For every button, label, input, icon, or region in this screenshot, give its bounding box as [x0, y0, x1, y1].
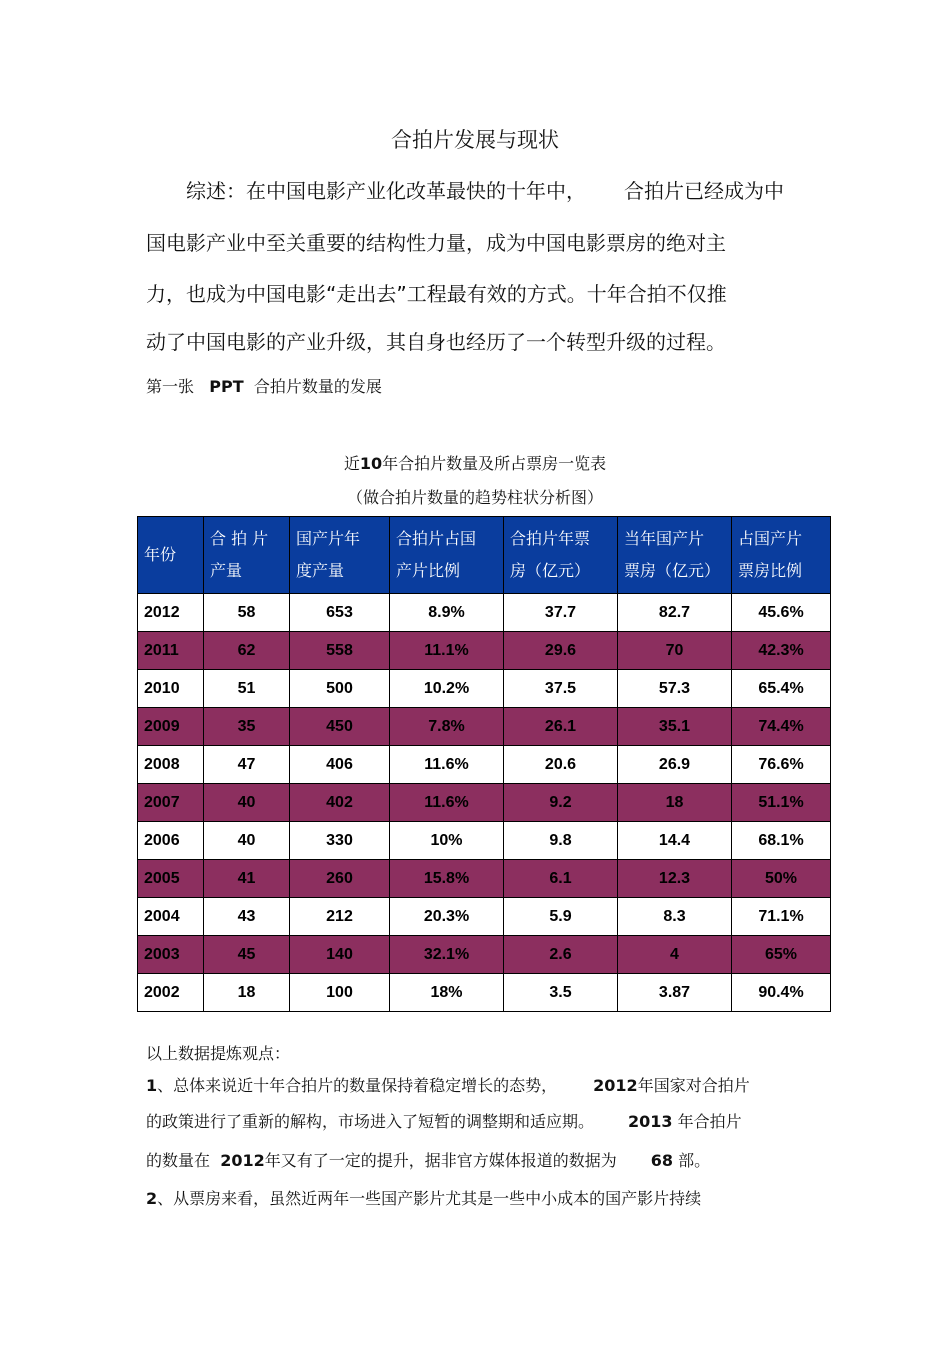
- intro-line-4: 动了中国电影的产业升级，其自身也经历了一个转型升级的过程。: [146, 330, 726, 354]
- table-cell: 50%: [732, 860, 831, 898]
- table-cell: 57.3: [618, 670, 732, 708]
- table-cell: 2.6: [504, 936, 618, 974]
- table-cell: 20.6: [504, 746, 618, 784]
- table-cell: 74.4%: [732, 708, 831, 746]
- table-cell: 62: [204, 632, 290, 670]
- section-ppt: PPT: [209, 377, 244, 396]
- data-table: [137, 516, 831, 1012]
- table-cell: 15.8%: [390, 860, 504, 898]
- table-cell: 45.6%: [732, 594, 831, 632]
- table-cell: 3.5: [504, 974, 618, 1012]
- header-year: 年份: [138, 517, 204, 594]
- table-cell: 2003: [138, 936, 204, 974]
- table-cell: 35.1: [618, 708, 732, 746]
- table-cell: 12.3: [618, 860, 732, 898]
- table-cell: 100: [290, 974, 390, 1012]
- observations-heading: 以上数据提炼观点：: [146, 1044, 291, 1063]
- table-cell: 65%: [732, 936, 831, 974]
- table-cell: 37.7: [504, 594, 618, 632]
- table-cell: 42.3%: [732, 632, 831, 670]
- section-heading: [146, 374, 382, 397]
- intro-text: 合拍片已经成为中: [624, 179, 784, 203]
- table-cell: 29.6: [504, 632, 618, 670]
- table-cell: 45: [204, 936, 290, 974]
- table-cell: 90.4%: [732, 974, 831, 1012]
- table-cell: 9.2: [504, 784, 618, 822]
- table-cell: 18: [618, 784, 732, 822]
- table-subtitle: （做合拍片数量的趋势柱状分析图）: [346, 488, 603, 507]
- table-cell: 2007: [138, 784, 204, 822]
- table-cell: 10%: [390, 822, 504, 860]
- header-coprod-count: 合 拍 片 产量: [204, 517, 290, 594]
- table-cell: 26.1: [504, 708, 618, 746]
- observation-1-line-3: 的数量在 2012年又有了一定的提升，据非官方媒体报道的数据为 68 部。: [146, 1151, 711, 1170]
- table-row: [138, 936, 831, 974]
- table-cell: 9.8: [504, 822, 618, 860]
- table-row: [138, 898, 831, 936]
- table-cell: 7.8%: [390, 708, 504, 746]
- table-cell: 71.1%: [732, 898, 831, 936]
- intro-line-3: 力，也成为中国电影“走出去”工程最有效的方式。十年合拍不仅推: [146, 282, 727, 306]
- table-cell: 406: [290, 746, 390, 784]
- intro-text: 综述：在中国电影产业化改革最快的十年中，: [186, 179, 586, 203]
- table-cell: 4: [618, 936, 732, 974]
- observation-2-line-1: 2、从票房来看，虽然近两年一些国产影片尤其是一些中小成本的国产影片持续: [146, 1189, 702, 1208]
- table-cell: 402: [290, 784, 390, 822]
- table-cell: 10.2%: [390, 670, 504, 708]
- table-cell: 3.87: [618, 974, 732, 1012]
- table-cell: 6.1: [504, 860, 618, 898]
- table-cell: 14.4: [618, 822, 732, 860]
- table-cell: 65.4%: [732, 670, 831, 708]
- table-cell: 8.3: [618, 898, 732, 936]
- table-title-num: 10: [359, 454, 383, 473]
- section-prefix: 第一张: [146, 377, 195, 396]
- table-cell: 2006: [138, 822, 204, 860]
- table-cell: 68.1%: [732, 822, 831, 860]
- header-boxoffice-ratio: 占国产片 票房比例: [732, 517, 831, 594]
- table-cell: 2011: [138, 632, 204, 670]
- table-cell: 51.1%: [732, 784, 831, 822]
- table-cell: 2005: [138, 860, 204, 898]
- table-cell: 2010: [138, 670, 204, 708]
- table-cell: 18%: [390, 974, 504, 1012]
- table-cell: 32.1%: [390, 936, 504, 974]
- table-row: [138, 860, 831, 898]
- table-cell: 260: [290, 860, 390, 898]
- table-cell: 82.7: [618, 594, 732, 632]
- table-row: [138, 746, 831, 784]
- table-title-prefix: 近: [343, 454, 360, 473]
- table-cell: 450: [290, 708, 390, 746]
- table-cell: 70: [618, 632, 732, 670]
- table-cell: 51: [204, 670, 290, 708]
- header-domestic-count: 国产片年 度产量: [290, 517, 390, 594]
- table-cell: 40: [204, 822, 290, 860]
- table-cell: 2012: [138, 594, 204, 632]
- table-row: [138, 632, 831, 670]
- table-cell: 2002: [138, 974, 204, 1012]
- table-row: [138, 594, 831, 632]
- table-cell: 558: [290, 632, 390, 670]
- table-cell: 500: [290, 670, 390, 708]
- table-header-row: [138, 517, 831, 594]
- header-coprod-boxoffice: 合拍片年票 房（亿元）: [504, 517, 618, 594]
- intro-line-1: [186, 177, 784, 205]
- table-cell: 40: [204, 784, 290, 822]
- page-title: 合拍片发展与现状: [391, 128, 559, 152]
- table-cell: 20.3%: [390, 898, 504, 936]
- section-suffix: 合拍片数量的发展: [253, 377, 382, 396]
- table-cell: 26.9: [618, 746, 732, 784]
- table-cell: 5.9: [504, 898, 618, 936]
- intro-line-2: 国电影产业中至关重要的结构性力量，成为中国电影票房的绝对主: [146, 231, 726, 255]
- table-cell: 11.1%: [390, 632, 504, 670]
- table-cell: 11.6%: [390, 784, 504, 822]
- header-domestic-boxoffice: 当年国产片 票房（亿元）: [618, 517, 732, 594]
- table-cell: 18: [204, 974, 290, 1012]
- table-row: [138, 708, 831, 746]
- table-cell: 43: [204, 898, 290, 936]
- table-cell: 76.6%: [732, 746, 831, 784]
- table-cell: 35: [204, 708, 290, 746]
- table-row: [138, 974, 831, 1012]
- table-cell: 47: [204, 746, 290, 784]
- table-title-suffix: 年合拍片数量及所占票房一览表: [382, 454, 607, 473]
- table-cell: 37.5: [504, 670, 618, 708]
- table-row: [138, 822, 831, 860]
- table-row: [138, 670, 831, 708]
- table-title: [0, 451, 950, 474]
- table-cell: 330: [290, 822, 390, 860]
- table-row: [138, 784, 831, 822]
- table-cell: 653: [290, 594, 390, 632]
- observation-1-line-1: 1、总体来说近十年合拍片的数量保持着稳定增长的态势， 2012年国家对合拍片: [146, 1076, 750, 1095]
- table-cell: 41: [204, 860, 290, 898]
- table-cell: 58: [204, 594, 290, 632]
- table-cell: 2008: [138, 746, 204, 784]
- table-cell: 2004: [138, 898, 204, 936]
- table-cell: 212: [290, 898, 390, 936]
- table-cell: 8.9%: [390, 594, 504, 632]
- table-cell: 11.6%: [390, 746, 504, 784]
- table-cell: 2009: [138, 708, 204, 746]
- table-cell: 140: [290, 936, 390, 974]
- header-coprod-ratio: 合拍片占国 产片比例: [390, 517, 504, 594]
- observation-1-line-2: 的政策进行了重新的解构，市场进入了短暂的调整期和适应期。 2013 年合拍片: [146, 1112, 742, 1131]
